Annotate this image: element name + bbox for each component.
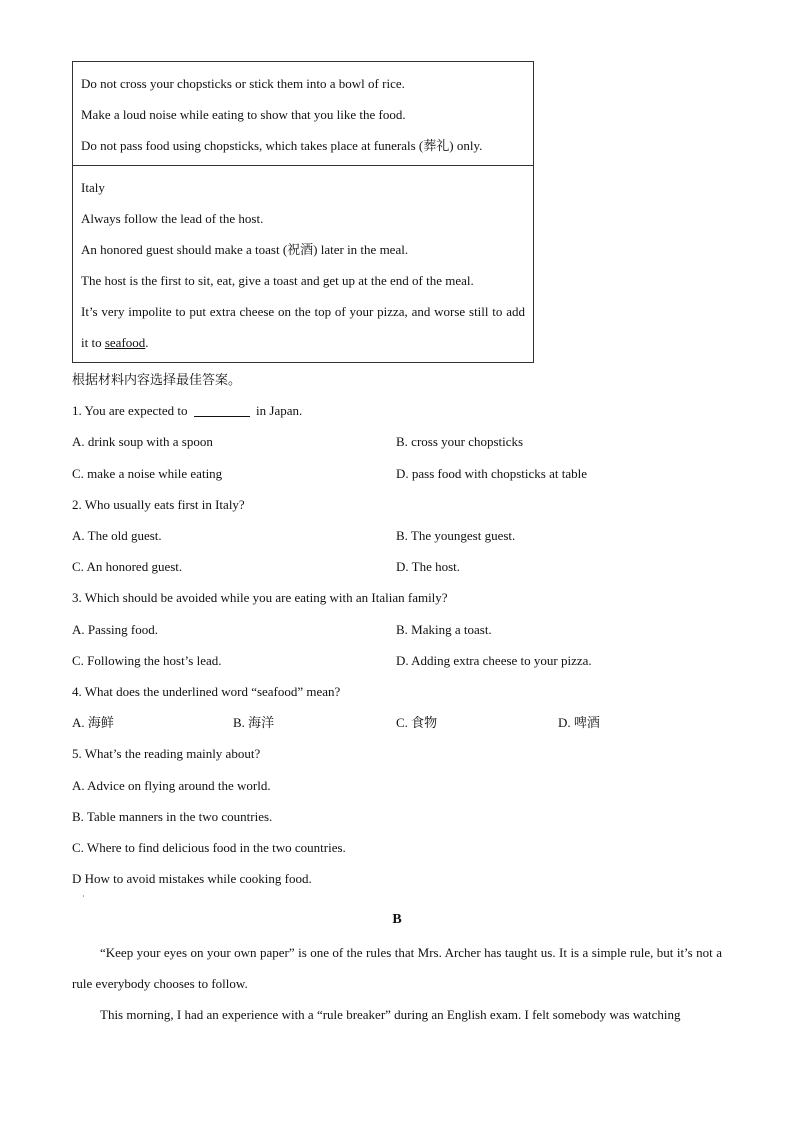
italy-rule-4-end: . <box>145 335 149 350</box>
stray-dot-mark: · <box>82 892 85 901</box>
question-4-option-b: B. 海洋 <box>233 715 275 730</box>
rules-table <box>72 61 534 363</box>
question-2-option-a: A. The old guest. <box>72 528 162 543</box>
italy-rule-1: Always follow the lead of the host. <box>81 211 264 226</box>
question-2-stem: 2. Who usually eats first in Italy? <box>72 497 245 512</box>
section-b-paragraph-1: “Keep your eyes on your own paper” is one of the rules that Mrs. Archer has taught us. It is a simple rule, but it’s not a rule everybody chooses to follow. <box>72 945 722 991</box>
question-3-option-a: A. Passing food. <box>72 622 158 637</box>
italy-title: Italy <box>81 180 105 195</box>
question-3-option-b: B. Making a toast. <box>396 622 492 637</box>
answer-blank <box>194 404 250 417</box>
question-3-option-d: D. Adding extra cheese to your pizza. <box>396 653 592 668</box>
section-b-title: B <box>392 912 402 927</box>
question-4-option-d: D. 啤酒 <box>558 715 600 730</box>
question-4-stem: 4. What does the underlined word “seafood” mean? <box>72 684 341 699</box>
question-1-stem <box>72 402 302 420</box>
italy-rule-4-text: It’s very impolite to put extra cheese on the top of your pizza, and worse still to add it to <box>81 304 525 350</box>
japan-cell <box>73 62 533 165</box>
italy-rule-2: An honored guest should make a toast (祝酒) later in the meal. <box>81 242 409 257</box>
question-1-option-c: C. make a noise while eating <box>72 466 223 481</box>
question-1-option-b: B. cross your chopsticks <box>396 434 524 449</box>
seafood-underlined-word: seafood <box>104 335 146 350</box>
question-5-option-a: A. Advice on flying around the world. <box>72 778 271 793</box>
japan-rule-3: Do not pass food using chopsticks, which takes place at funerals (葬礼) only. <box>81 138 483 153</box>
question-1-option-d: D. pass food with chopsticks at table <box>396 466 587 481</box>
question-2-option-b: B. The youngest guest. <box>396 528 516 543</box>
question-1-stem-start: 1. You are expected to <box>72 403 191 418</box>
question-2-option-c: C. An honored guest. <box>72 559 183 574</box>
section-b-paragraph-2: This morning, I had an experience with a “rule breaker” during an English exam. I felt somebody was watching <box>100 1007 681 1022</box>
question-5-stem: 5. What’s the reading mainly about? <box>72 746 261 761</box>
italy-cell <box>73 165 533 362</box>
italy-rule-4 <box>81 296 525 358</box>
question-3-option-c: C. Following the host’s lead. <box>72 653 222 668</box>
question-4-option-a: A. 海鲜 <box>72 715 114 730</box>
japan-rule-1: Do not cross your chopsticks or stick them into a bowl of rice. <box>81 76 405 91</box>
question-3-stem: 3. Which should be avoided while you are eating with an Italian family? <box>72 590 448 605</box>
instruction-text: 根据材料内容选择最佳答案。 <box>72 372 242 387</box>
question-1-stem-end: in Japan. <box>252 403 303 418</box>
question-2-option-d: D. The host. <box>396 559 461 574</box>
question-1-option-a: A. drink soup with a spoon <box>72 434 213 449</box>
question-5-option-d: D How to avoid mistakes while cooking food. <box>72 871 312 886</box>
question-5-option-b: B. Table manners in the two countries. <box>72 809 273 824</box>
question-5-option-c: C. Where to find delicious food in the two countries. <box>72 840 346 855</box>
italy-rule-3: The host is the first to sit, eat, give a toast and get up at the end of the meal. <box>81 273 474 288</box>
japan-rule-2: Make a loud noise while eating to show that you like the food. <box>81 107 406 122</box>
question-4-option-c: C. 食物 <box>396 715 438 730</box>
